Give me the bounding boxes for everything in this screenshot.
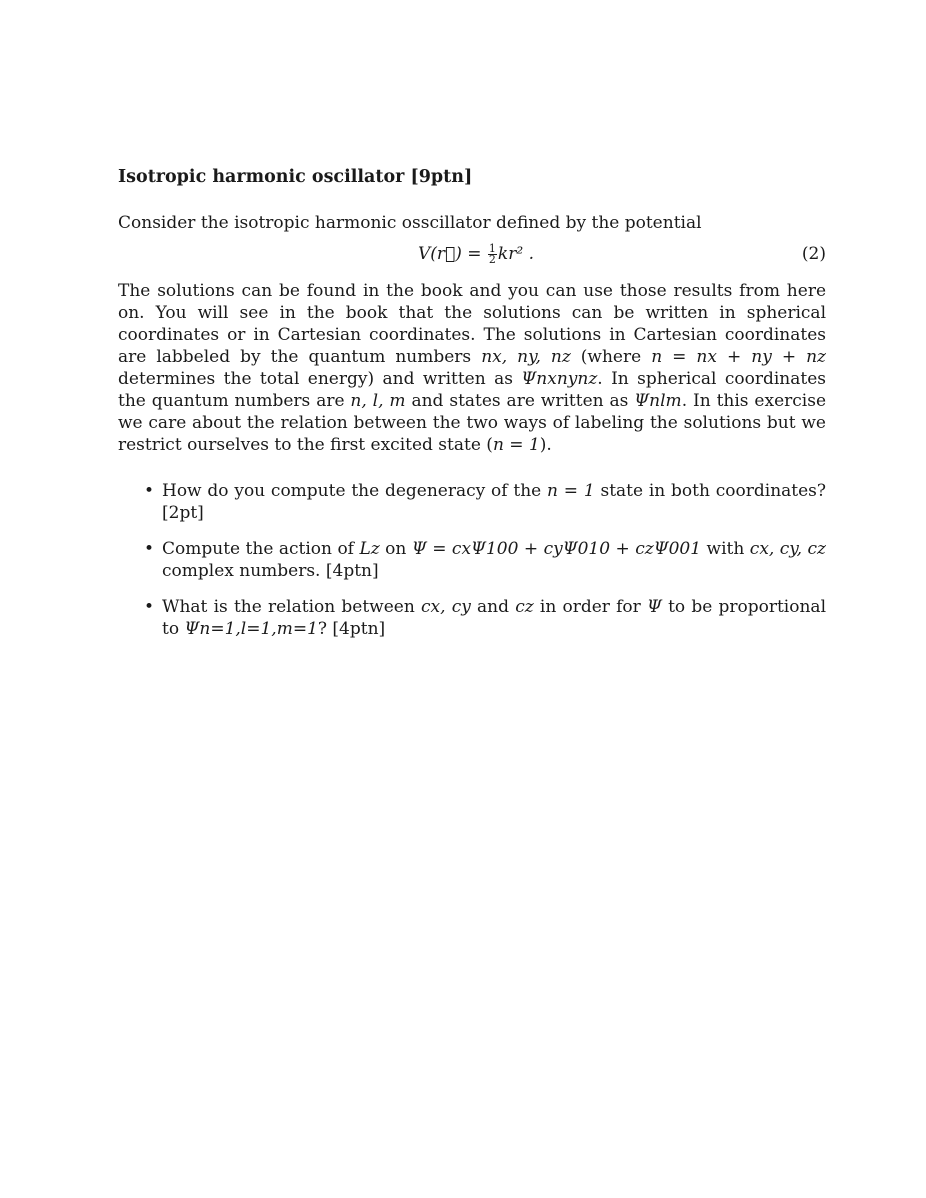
equation-number: (2) <box>801 244 826 264</box>
equation-rhs: kr² . <box>497 244 534 264</box>
body-paragraph <box>118 280 826 456</box>
item-text: in order for <box>533 597 647 617</box>
item-math: n = 1 <box>547 481 595 501</box>
paragraph-text-6: . In this exercise we care about the relation between the two ways of labeling the solutions but we restrict ourselves to the first excited state ( <box>118 391 826 455</box>
paragraph-math-2: n = nx + ny + nz <box>651 347 826 367</box>
paragraph-math-4: n, l, m <box>350 391 406 411</box>
question-list <box>118 480 826 640</box>
equation-row <box>118 240 826 268</box>
item-text: on <box>379 539 412 559</box>
item-math: cx, cy <box>421 597 471 617</box>
item-text: to be proportional to <box>162 597 827 639</box>
item-text: with <box>701 539 750 559</box>
paragraph-math-5: Ψnlm <box>634 391 682 411</box>
item-text: state in both coordinates? [2pt] <box>162 481 827 523</box>
item-math: cz <box>515 597 534 617</box>
list-item <box>118 538 826 582</box>
potential-equation <box>418 243 534 265</box>
paragraph-text-3: determines the total energy) and written as <box>118 369 522 389</box>
item-text: Compute the action of <box>162 539 360 559</box>
paragraph-text-4: . In spherical coordinates the quantum numbers are <box>118 369 826 411</box>
section-heading: Isotropic harmonic oscillator [9ptn] <box>118 167 473 187</box>
item-text: What is the relation between <box>162 597 421 617</box>
list-item <box>118 596 826 640</box>
paragraph-math-1: nx, ny, nz <box>481 347 571 367</box>
item-text: complex numbers. [4ptn] <box>162 561 379 581</box>
paragraph-text-5: and states are written as <box>405 391 635 411</box>
item-math: Lz <box>359 539 380 559</box>
item-math: Ψn=1,l=1,m=1 <box>184 619 318 639</box>
list-item <box>118 480 826 524</box>
paragraph-math-6: n = 1 <box>492 435 540 455</box>
fraction-denominator: 2 <box>488 253 496 266</box>
bullet-icon: • <box>144 597 155 617</box>
document-page <box>118 166 826 654</box>
paragraph-text-1: The solutions can be found in the book and you can use those results from here on. You will see in the book that the solutions can be written in spherical coordinates or in Cartesian coordinates. The solutions in Cartesian coordinates are labbeled by the quantum numbers <box>118 281 826 367</box>
item-text: How do you compute the degeneracy of the <box>162 481 548 501</box>
paragraph-text-2: (where <box>570 347 652 367</box>
item-text: and <box>470 597 516 617</box>
item-math: Ψ <box>646 597 662 617</box>
item-text: ? [4ptn] <box>317 619 386 639</box>
item-math: cx, cy, cz <box>749 539 826 559</box>
paragraph-text-7: ). <box>539 435 552 455</box>
bullet-icon: • <box>144 539 155 559</box>
fraction-one-half <box>488 244 497 265</box>
equation-lhs: V(r⃗) = <box>418 244 487 264</box>
item-math: Ψ = cxΨ100 + cyΨ010 + czΨ001 <box>411 539 702 559</box>
paragraph-math-3: Ψnxnynz <box>521 369 598 389</box>
fraction-numerator: 1 <box>488 242 496 255</box>
bullet-icon: • <box>144 481 155 501</box>
intro-sentence: Consider the isotropic harmonic osscillator defined by the potential <box>118 213 702 233</box>
